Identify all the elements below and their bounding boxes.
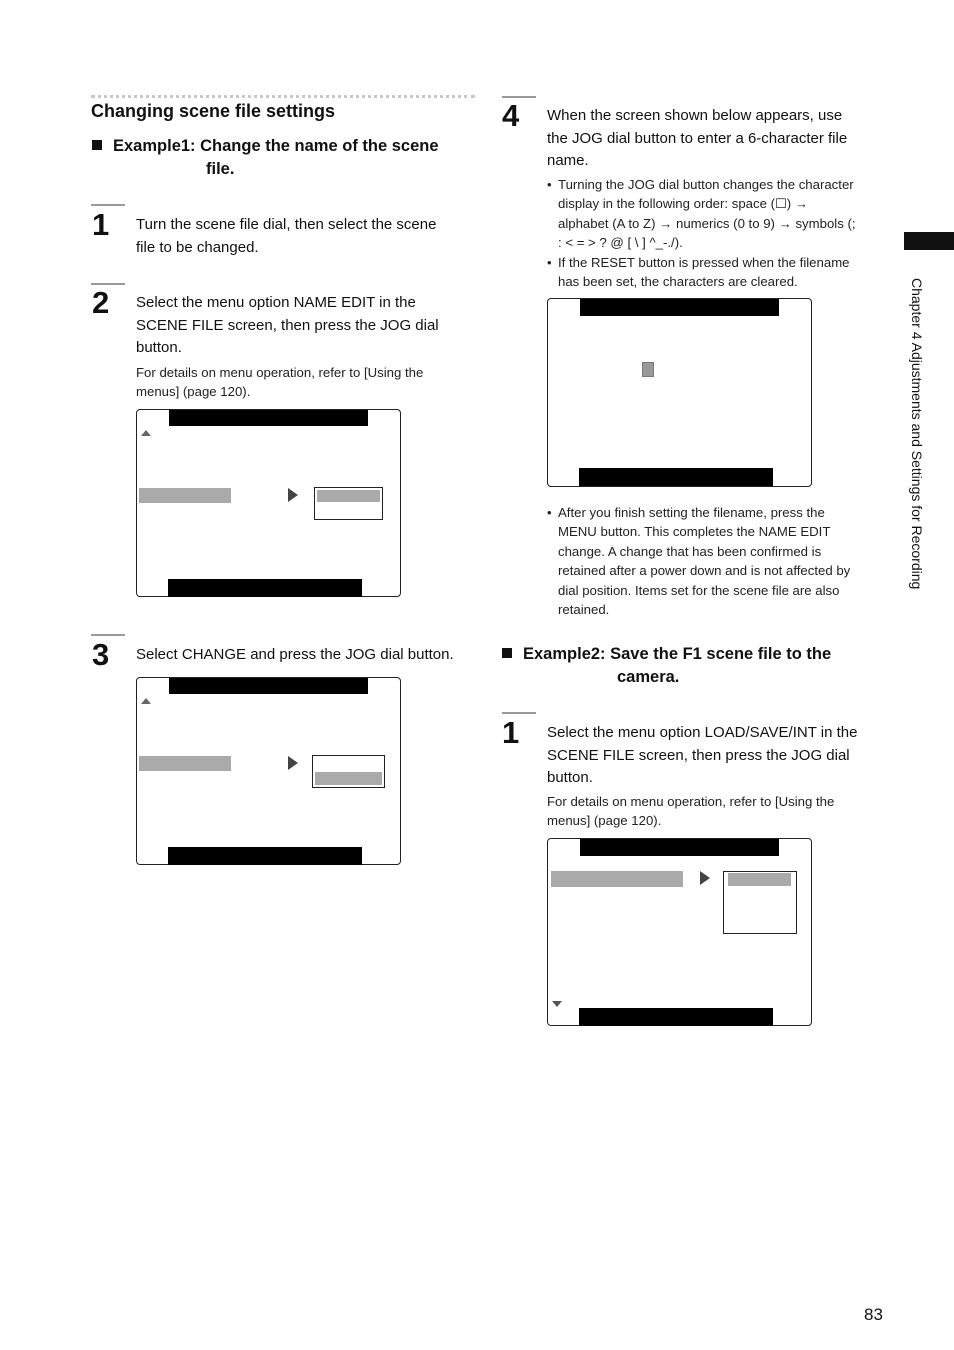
step-rule	[91, 634, 125, 636]
bullet-line: has been set, the characters are cleared.	[558, 274, 798, 290]
step-text-line: Select CHANGE and press the JOG dial button.	[136, 646, 454, 663]
triangle-right-icon	[700, 871, 710, 885]
bullet-line: alphabet (A to Z) → numerics (0 to 9) → symbols (;	[558, 215, 856, 231]
step-text-line: Select the menu option LOAD/SAVE/INT in the	[547, 724, 858, 741]
bullet-line: display in the following order: space (☐) →	[558, 196, 809, 212]
example1-heading-line2: file.	[206, 160, 235, 178]
note-line: For details on menu operation, refer to [Using the	[547, 794, 835, 809]
step-text-line: the JOG dial button to enter a 6-character file	[547, 129, 848, 147]
example2-heading-line1: Example2: Save the F1 scene file to the	[523, 645, 832, 663]
screen-status-bar	[579, 468, 773, 486]
bullet-line: retained after a power down and is not affected by	[558, 563, 851, 579]
example1-heading-line1: Example1: Change the name of the scene	[113, 137, 439, 155]
menu-screen-illustration	[136, 409, 401, 597]
step-text	[136, 214, 476, 259]
screen-title-bar	[580, 299, 779, 316]
step-text-line: SCENE FILE screen, then press the JOG dial	[547, 746, 850, 764]
name-edit-screen-illustration	[547, 298, 812, 487]
submenu-highlight	[728, 873, 791, 886]
bullet-item	[547, 175, 892, 253]
note-line: For details on menu operation, refer to [Using the	[136, 365, 424, 380]
triangle-right-icon	[288, 756, 298, 770]
step-note	[136, 363, 476, 402]
step-number: 4	[502, 98, 520, 133]
chapter-tab-marker	[904, 232, 954, 250]
menu-item-highlight	[139, 756, 231, 771]
bullet-line: : < = > ? @ [ \ ] ^_-./).	[558, 235, 683, 251]
bullet-line: change. A change that has been confirmed is	[558, 543, 822, 559]
step-number: 1	[502, 715, 520, 750]
step-note	[547, 792, 892, 831]
bullet-line: • After you finish setting the filename, press the	[558, 505, 825, 520]
triangle-up-icon	[141, 430, 151, 436]
square-bullet-icon	[92, 140, 102, 150]
step-text	[136, 644, 486, 667]
bullet-item	[547, 503, 892, 619]
step-number: 3	[92, 637, 110, 672]
bullet-list	[547, 503, 892, 619]
square-bullet-icon	[502, 648, 512, 658]
screen-status-bar	[579, 1008, 773, 1026]
step-text-line: Select the menu option NAME EDIT in the	[136, 294, 416, 311]
step-text	[547, 105, 892, 173]
note-line: menus] (page 120).	[547, 813, 662, 829]
example2-heading-line2: camera.	[617, 668, 680, 686]
bullet-list	[547, 175, 892, 291]
menu-screen-illustration	[136, 677, 401, 865]
step-text-line: button.	[136, 339, 182, 356]
submenu-highlight	[317, 490, 380, 502]
step-text-line: SCENE FILE screen, then press the JOG dial	[136, 316, 439, 334]
section-divider	[91, 95, 475, 98]
triangle-right-icon	[288, 488, 298, 502]
step-rule	[91, 204, 125, 206]
menu-item-highlight	[551, 871, 683, 887]
step-number: 1	[92, 207, 110, 242]
screen-title-bar	[169, 678, 368, 694]
bullet-item	[547, 253, 892, 292]
screen-status-bar	[168, 579, 362, 597]
submenu-box	[723, 871, 797, 934]
load-save-screen-illustration	[547, 838, 812, 1026]
triangle-down-icon	[552, 1001, 562, 1007]
bullet-line: dial position. Items set for the scene file are also	[558, 582, 840, 598]
step-text-line: name.	[547, 152, 589, 169]
step-text-line: When the screen shown below appears, use	[547, 107, 843, 124]
step-rule	[502, 712, 536, 714]
menu-item-highlight	[139, 488, 231, 503]
character-cursor	[642, 362, 654, 377]
chapter-label: Chapter 4 Adjustments and Settings for Recording	[909, 278, 925, 590]
example1-heading	[92, 135, 492, 181]
bullet-line: retained.	[558, 602, 610, 618]
step-text	[136, 292, 476, 360]
screen-status-bar	[168, 847, 362, 865]
step-number: 2	[92, 285, 110, 320]
submenu-highlight	[315, 772, 382, 785]
section-title: Changing scene file settings	[91, 101, 336, 121]
example2-heading	[502, 643, 902, 689]
note-line: menus] (page 120).	[136, 384, 251, 400]
step-text	[547, 722, 892, 790]
bullet-line: MENU button. This completes the NAME EDIT	[558, 524, 831, 540]
step-text-line: button.	[547, 769, 593, 786]
screen-title-bar	[169, 410, 368, 426]
bullet-line: • If the RESET button is pressed when the filename	[558, 254, 850, 270]
step-text-line: file to be changed.	[136, 238, 259, 256]
screen-title-bar	[580, 839, 779, 856]
page-number: 83	[864, 1305, 883, 1324]
submenu-box	[314, 487, 383, 520]
triangle-up-icon	[141, 698, 151, 704]
step-text-line: Turn the scene file dial, then select the scene	[136, 216, 437, 233]
bullet-line: • Turning the JOG dial button changes the character	[558, 177, 854, 192]
submenu-box	[312, 755, 385, 788]
